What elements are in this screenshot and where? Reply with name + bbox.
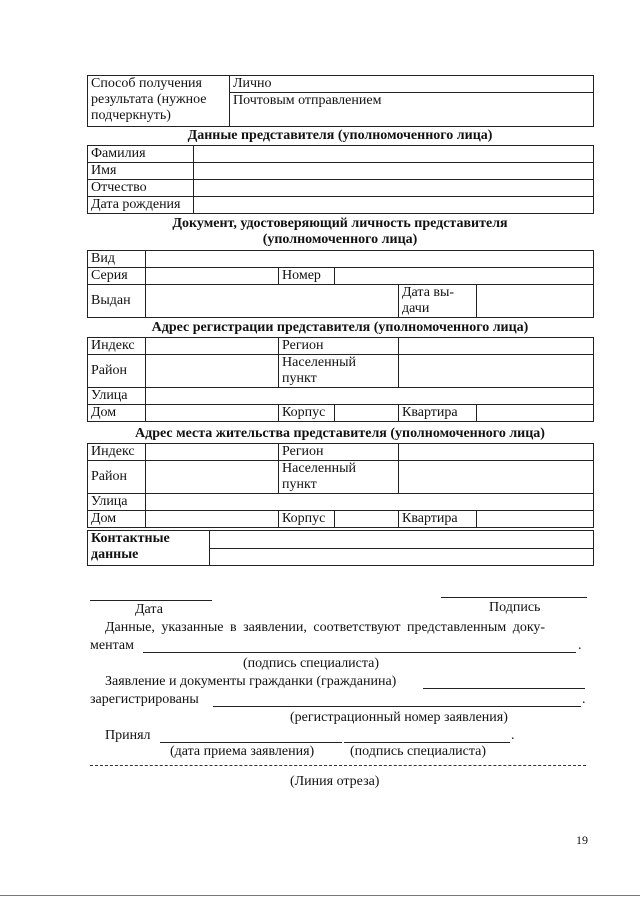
representative-table [87, 145, 594, 214]
date-line[interactable] [90, 600, 212, 601]
label-line: дачи [402, 301, 430, 316]
res-street-label: Улица [88, 494, 146, 511]
res-apartment-field[interactable] [477, 511, 594, 528]
label-line: пункт [282, 371, 317, 386]
heading-line: (уполномоченного лица) [262, 232, 418, 247]
res-district-field[interactable] [146, 461, 279, 494]
issued-by-field[interactable] [146, 285, 399, 318]
signature-caption: Подпись [489, 600, 541, 615]
contacts-field-2[interactable] [210, 548, 594, 566]
id-document-table [87, 250, 594, 318]
res-district-label: Район [88, 461, 146, 494]
reg-dot: . [582, 692, 586, 707]
accept-date-caption: (дата приема заявления) [170, 744, 315, 759]
contacts-label [88, 531, 210, 566]
res-house-label: Дом [88, 511, 146, 528]
cut-line [90, 765, 586, 766]
patronymic-label: Отчество [88, 180, 194, 197]
match-signature-line[interactable] [143, 652, 576, 653]
surname-field[interactable] [194, 146, 594, 163]
match-text-line1: Данные, указанные в заявлении, соответствуют представленным доку- [105, 620, 546, 635]
cut-line-caption: (Линия отреза) [290, 774, 380, 789]
representative-heading: Данные представителя (уполномоченного лица) [187, 128, 493, 143]
reg-number-caption: (регистрационный номер заявления) [290, 710, 508, 725]
reg-street-field[interactable] [146, 388, 594, 405]
birth-date-label: Дата рождения [88, 197, 194, 214]
result-method-label [88, 76, 230, 127]
label-line: данные [91, 547, 139, 562]
label-line: Населенный [282, 461, 357, 476]
reg-house-label: Дом [88, 405, 146, 422]
reg-street-label: Улица [88, 388, 146, 405]
contacts-field-1[interactable] [210, 531, 594, 549]
reg-house-field[interactable] [146, 405, 279, 422]
reg-building-field[interactable] [335, 405, 399, 422]
res-street-field[interactable] [146, 494, 594, 511]
page-number: 19 [576, 833, 588, 847]
birth-date-field[interactable] [194, 197, 594, 214]
issue-date-field[interactable] [477, 285, 594, 318]
number-label: Номер [279, 268, 335, 285]
res-locality-label [279, 461, 399, 494]
reg-address-heading: Адрес регистрации представителя (уполномоченного лица) [151, 320, 529, 335]
contacts-table [87, 530, 594, 566]
option-in-person[interactable]: Лично [230, 76, 594, 93]
number-field[interactable] [335, 268, 594, 285]
accept-date-line[interactable] [160, 742, 342, 743]
scan-edge-line [0, 895, 640, 896]
series-field[interactable] [146, 268, 279, 285]
accept-signature-line[interactable] [344, 742, 510, 743]
reg-district-label: Район [88, 355, 146, 388]
reg-index-label: Индекс [88, 338, 146, 355]
option-by-mail[interactable]: Почтовым отправлением [230, 93, 594, 127]
reg-building-label: Корпус [279, 405, 335, 422]
name-field[interactable] [194, 163, 594, 180]
reg-region-label: Регион [279, 338, 399, 355]
signature-line[interactable] [441, 597, 587, 598]
label-line: Контактные [91, 531, 170, 546]
id-document-heading [87, 216, 593, 248]
label-line: результата (нужное [91, 92, 207, 107]
res-address-heading: Адрес места жительства представителя (уполномоченного лица) [135, 426, 545, 441]
label-line: Способ получения [91, 76, 202, 91]
doc-type-field[interactable] [146, 251, 594, 268]
res-address-table [87, 443, 594, 528]
name-label: Имя [88, 163, 194, 180]
res-apartment-label: Квартира [399, 511, 477, 528]
issue-date-label [399, 285, 477, 318]
registered-text-line2: зарегистрированы [90, 692, 199, 707]
doc-type-label: Вид [88, 251, 146, 268]
reg-index-field[interactable] [146, 338, 279, 355]
date-caption: Дата [135, 602, 163, 617]
reg-address-table [87, 337, 594, 422]
result-method-table [87, 75, 594, 127]
res-building-field[interactable] [335, 511, 399, 528]
accepted-label: Принял [105, 728, 151, 743]
label-line: Дата вы- [402, 285, 455, 300]
res-region-label: Регион [279, 444, 399, 461]
reg-locality-field[interactable] [399, 355, 594, 388]
heading-line: Документ, удостоверяющий личность представителя [172, 216, 508, 231]
res-house-field[interactable] [146, 511, 279, 528]
specialist-signature-caption: (подпись специалиста) [243, 656, 380, 671]
reg-apartment-label: Квартира [399, 405, 477, 422]
reg-district-field[interactable] [146, 355, 279, 388]
match-text-line2: ментам [90, 638, 134, 653]
reg-apartment-field[interactable] [477, 405, 594, 422]
series-label: Серия [88, 268, 146, 285]
surname-label: Фамилия [88, 146, 194, 163]
reg-locality-label [279, 355, 399, 388]
registered-text-line1: Заявление и документы гражданки (гражданина) [105, 674, 397, 689]
res-region-field[interactable] [399, 444, 594, 461]
reg-number-line[interactable] [213, 706, 581, 707]
res-building-label: Корпус [279, 511, 335, 528]
label-line: подчеркнуть) [91, 108, 171, 123]
res-locality-field[interactable] [399, 461, 594, 494]
label-line: пункт [282, 477, 317, 492]
issued-by-label: Выдан [88, 285, 146, 318]
patronymic-field[interactable] [194, 180, 594, 197]
match-dot: . [578, 638, 582, 653]
accept-signature-caption: (подпись специалиста) [350, 744, 487, 759]
label-line: Населенный [282, 355, 357, 370]
reg-region-field[interactable] [399, 338, 594, 355]
res-index-field[interactable] [146, 444, 279, 461]
res-index-label: Индекс [88, 444, 146, 461]
registered-name-line[interactable] [423, 688, 585, 689]
accept-dot: . [511, 728, 515, 743]
